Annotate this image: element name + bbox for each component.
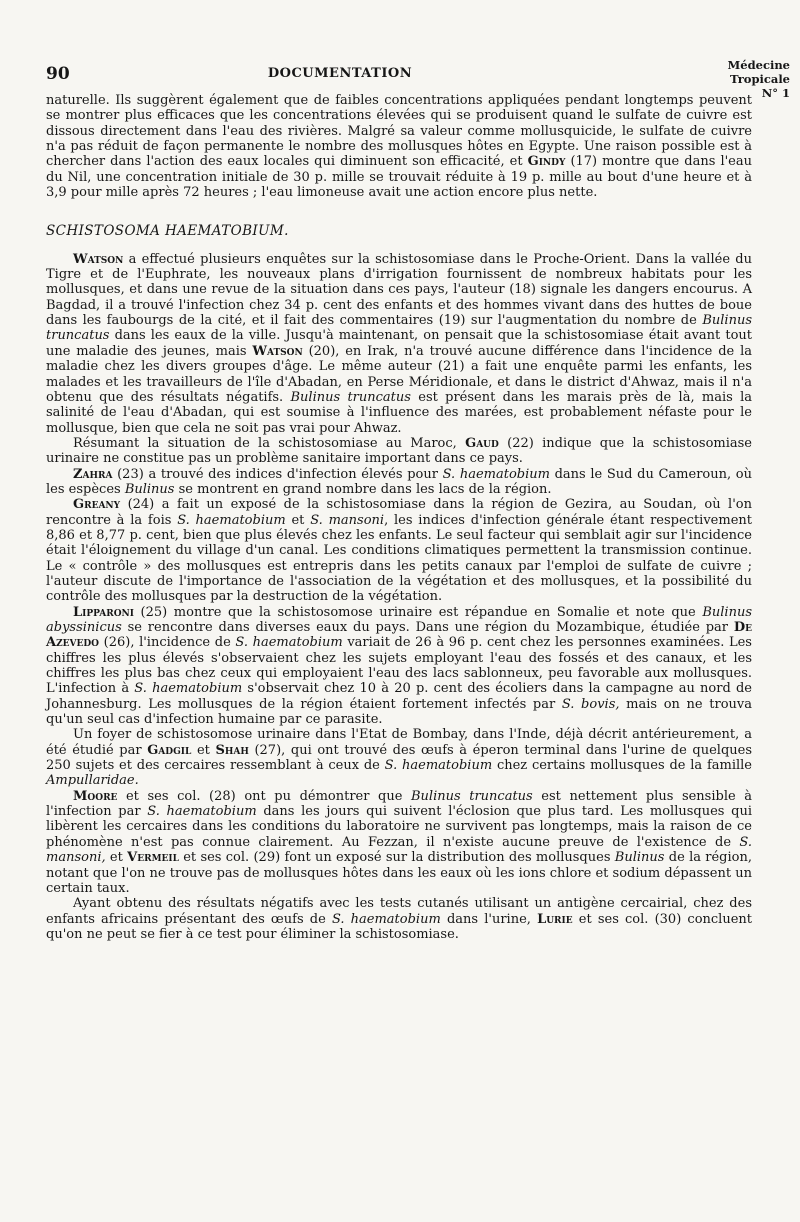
author-name: Gindy bbox=[527, 154, 566, 170]
paragraph-text: dans l'urine, bbox=[440, 911, 538, 927]
species-name: S. haematobium bbox=[384, 758, 493, 774]
species-name: S. haematobium bbox=[331, 911, 441, 927]
paragraph-text: et bbox=[285, 512, 311, 528]
paragraph-text: , les indices d'infection générale étant respectivement 8,86 et 8,77 p. cent, bien que plus élevés chez les enfants. Le seul facteur qui semblait agir sur l'incidence était l'éloignement du village d'un canal. Les conditions climatiques permettent la transmission continue. Le « contrôle » des mollusques est entrepris dans les petits canaux par l'emploi de sulfate de cuivre ; l'auteur discute de l'importance de l'association de la végétation et des mollusques, et la possibilité du contrôle des mollusques par la destruction de la végétation. bbox=[46, 512, 752, 605]
species-name: S. mansoni bbox=[310, 512, 385, 528]
paragraph-text: variait de 26 à 96 p. cent chez les personnes examinées. Les chiffres les plus élevés s'observaient chez les sujets employant l'eau des fossés et des canaux, et les chiffres les plus bas chez ceux qui employaient l'eau des lacs sablonneux, peu favorable aux mollusques. L'infection à bbox=[46, 635, 752, 697]
species-name: Bulinus truncatus bbox=[411, 788, 533, 804]
page-number: 90 bbox=[46, 64, 70, 84]
paragraph bbox=[46, 252, 752, 436]
paragraph bbox=[46, 789, 752, 896]
author-name: Gaud bbox=[465, 435, 499, 451]
species-name: Bulinus truncatus bbox=[290, 389, 411, 405]
species-name: Bulinus truncatus bbox=[46, 313, 752, 344]
author-name: Gadgil bbox=[147, 742, 192, 758]
paragraph-text: (23) a trouvé des indices d'infection élevés pour bbox=[112, 466, 443, 482]
paragraph-text: et ses col. (28) ont pu démontrer que bbox=[117, 788, 411, 804]
paragraph bbox=[46, 727, 752, 788]
paragraph-text: et ses col. (29) font un exposé sur la distribution des mollusques bbox=[178, 850, 615, 866]
author-name: Shah bbox=[215, 742, 249, 758]
author-name: Watson bbox=[73, 251, 124, 267]
species-name: S. haematobium bbox=[134, 681, 243, 697]
species-name: S. mansoni, bbox=[46, 834, 752, 866]
paragraph-text: est présent dans les marais près de là, mais la salinité de l'eau d'Abadan, qui est soumise à l'influence des marées, est probablement néfaste pour le mollusque, bien que cela ne soit pas vrai pour Ahwaz. bbox=[46, 389, 752, 436]
author-name: Watson bbox=[252, 343, 303, 359]
author-name: De Azevedo bbox=[46, 620, 752, 651]
author-name: Moore bbox=[73, 788, 118, 804]
author-name: Lipparoni bbox=[73, 604, 134, 620]
species-name: S. haematobium bbox=[177, 512, 286, 528]
paragraph-text: naturelle. Ils suggèrent également que de faibles concentrations appliquées pendant longtemps peuvent se montrer plus efficaces que les concentrations élevées qui se produisent quand le sulfate de cuivre est dissous directement dans l'eau des rivières. Malgré sa valeur comme mollusquicide, le sulfate de cuivre n'a pas réduit de façon permanente le nombre des mollusques hôtes en Egypte. Une raison possible est à chercher dans l'action des eaux locales qui diminuent son efficacité, et bbox=[46, 93, 752, 170]
paragraph-text: (17) montre que dans l'eau du Nil, une concentration initiale de 30 p. mille se trouvait réduite à 19 p. mille au bout d'une heure et à 3,9 pour mille après 72 heures ; l'eau limoneuse avait une action encore plus nette. bbox=[46, 154, 752, 201]
species-name: S. haematobium bbox=[442, 466, 550, 482]
species-name: S. haematobium bbox=[147, 804, 257, 820]
journal-line-1: Médecine bbox=[727, 58, 790, 72]
paragraph-text: Un foyer de schistosomose urinaire dans l'Etat de Bombay, dans l'Inde, déjà décrit antérieurement, a été étudié par bbox=[46, 727, 752, 758]
paragraph-text: de la région, notant que l'on ne trouve pas de mollusques hôtes dans les eaux où les ions chlore et sodium dépassent un certain taux. bbox=[46, 850, 752, 896]
paragraph-text: (24) a fait un exposé de la schistosomiase dans la région de Gezira, au Soudan, où l'on rencontre à la fois bbox=[46, 497, 752, 528]
paragraph-text: dans les jours qui suivent l'éclosion que plus tard. Les mollusques qui libèrent les cercaires dans les conditions du laboratoire ne survivent pas longtemps, mais la raison de ce phénomène n'est pas connue clairement. Au Fezzan, il n'existe aucune preuve de l'existence de bbox=[46, 804, 752, 850]
paragraph-text: et bbox=[105, 850, 128, 866]
paragraph bbox=[46, 605, 752, 728]
species-name: S. bovis, bbox=[561, 696, 620, 712]
species-name: S. haematobium bbox=[235, 635, 343, 651]
family-name: Ampullaridae. bbox=[46, 773, 139, 789]
author-name: Zahra bbox=[73, 466, 113, 482]
paragraph-text: (25) montre que la schistosomose urinaire est répandue en Somalie et note que bbox=[133, 604, 703, 620]
author-name: Vermeil bbox=[127, 850, 179, 866]
paragraph-text: et ses col. (30) concluent qu'on ne peut se fier à ce test pour éliminer la schistosomiase. bbox=[46, 911, 752, 942]
paragraph-text: dans les eaux de la ville. Jusqu'à maintenant, on pensait que la schistosomiase était avant tout une maladie des jeunes, mais bbox=[46, 328, 752, 359]
author-name: Lurie bbox=[537, 911, 573, 927]
paragraph-text: (26), l'incidence de bbox=[99, 635, 236, 651]
author-name: Greany bbox=[73, 497, 121, 513]
paragraph bbox=[46, 436, 752, 467]
paragraph bbox=[46, 497, 752, 604]
journal-line-3: N° 1 bbox=[761, 86, 790, 100]
paragraph-text: se rencontre dans diverses eaux du pays. Dans une région du Mozambique, étudiée par bbox=[121, 620, 734, 635]
species-name: Bulinus abyssinicus bbox=[46, 604, 752, 635]
paragraph-text: a effectué plusieurs enquêtes sur la schistosomiase dans le Proche-Orient. Dans la vallée du Tigre et de l'Euphrate, les nouveaux plans d'irrigation fournissent de nombreux habitats pour les mollusques, et dans une revue de la situation dans ces pays, l'auteur (18) signale les dangers encourus. A Bagdad, il a trouvé l'infection chez 34 p. cent des enfants et des hommes vivant dans des huttes de boue dans les faubourgs de la cité, et il fait des commentaires (19) sur l'augmentation du nombre de bbox=[46, 251, 752, 329]
paragraph bbox=[46, 896, 752, 942]
paragraph-continued bbox=[46, 93, 752, 200]
paragraph-text: est nettement plus sensible à l'infection par bbox=[46, 788, 752, 820]
paragraph-text: Ayant obtenu des résultats négatifs avec les tests cutanés utilisant un antigène cercairial, chez des enfants africains présentant des œufs de bbox=[46, 896, 752, 927]
paragraph-text: Résumant la situation de la schistosomiase au Maroc, bbox=[73, 435, 466, 451]
article-body bbox=[46, 93, 752, 942]
journal-line-2: Tropicale bbox=[730, 72, 790, 86]
paragraph-text: dans le Sud du Cameroun, où les espèces bbox=[46, 466, 752, 497]
paragraph-text: chez certains mollusques de la famille bbox=[492, 758, 753, 774]
paragraph-text: et bbox=[191, 742, 216, 758]
paragraph-text: se montrent en grand nombre dans les lacs de la région. bbox=[174, 481, 552, 497]
paragraph-text: s'observait chez 10 à 20 p. cent des écoliers dans la campagne au nord de Johannesburg. Les mollusques de la région étaient fortement infectés par bbox=[46, 681, 752, 712]
paragraph-text: mais on ne trouva qu'un seul cas d'infection humaine par ce parasite. bbox=[46, 696, 752, 728]
species-name: Bulinus bbox=[124, 481, 175, 497]
paragraph bbox=[46, 467, 752, 498]
paragraph-text: (20), en Irak, n'a trouvé aucune différence dans l'incidence de la maladie chez les divers groupes d'âge. Le même auteur (21) a fait une enquête parmi les enfants, les malades et les travailleurs de l'île d'Abadan, en Perse Méridionale, et dans le district d'Ahwaz, mais il n'a obtenu que des résultats négatifs. bbox=[46, 343, 752, 405]
paragraph-text: (27), qui ont trouvé des œufs à éperon terminal dans l'urine de quelques 250 sujets et des cercaires ressemblant à ceux de bbox=[46, 742, 752, 774]
species-name: Bulinus bbox=[614, 850, 665, 866]
section-heading: SCHISTOSOMA HAEMATOBIUM. bbox=[46, 223, 289, 240]
paragraph-text: (22) indique que la schistosomiase urinaire ne constitue pas un problème sanitaire important dans ce pays. bbox=[46, 435, 752, 467]
running-title: DOCUMENTATION bbox=[267, 66, 413, 81]
